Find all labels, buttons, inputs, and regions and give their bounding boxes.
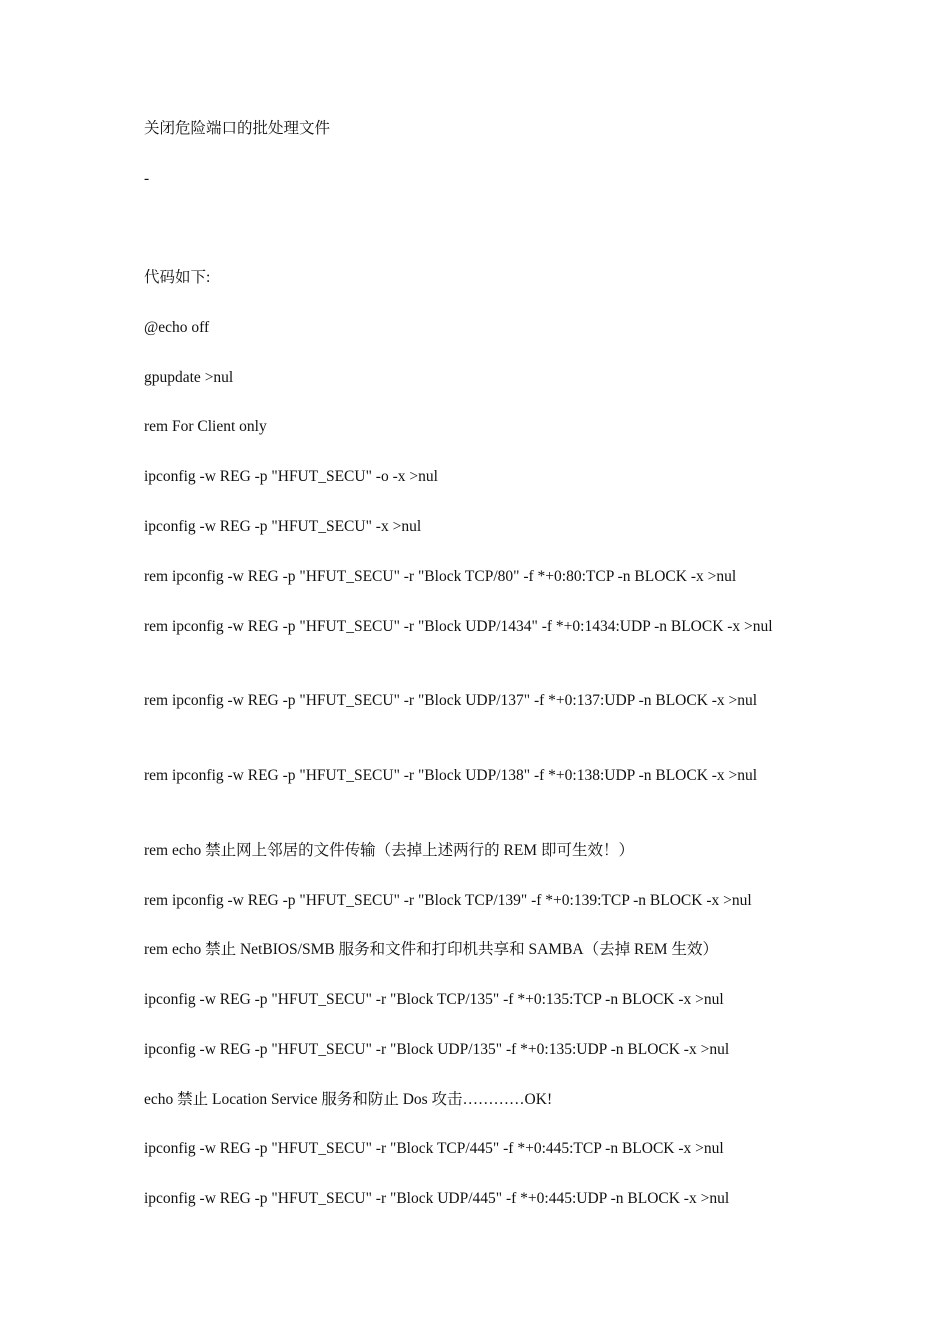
code-line: @echo off [144,319,210,336]
code-line: rem ipconfig -w REG -p "HFUT_SECU" -r "Block UDP/1434" -f *+0:1434:UDP -n BLOCK -x >nul [144,618,773,635]
document-title: 关闭危险端口的批处理文件 [144,120,331,137]
code-line: rem ipconfig -w REG -p "HFUT_SECU" -r "Block UDP/138" -f *+0:138:UDP -n BLOCK -x >nul [144,767,758,784]
code-line: ipconfig -w REG -p "HFUT_SECU" -r "Block UDP/135" -f *+0:135:UDP -n BLOCK -x >nul [144,1041,730,1058]
code-line: rem ipconfig -w REG -p "HFUT_SECU" -r "Block TCP/139" -f *+0:139:TCP -n BLOCK -x >nul [144,892,752,909]
code-line: echo 禁止 Location Service 服务和防止 Dos 攻击…………OK! [144,1091,553,1108]
code-line: gpupdate >nul [144,369,234,386]
intro-text: 代码如下: [144,269,211,286]
separator: - [144,170,150,187]
code-line: rem ipconfig -w REG -p "HFUT_SECU" -r "Block TCP/80" -f *+0:80:TCP -n BLOCK -x >nul [144,568,737,585]
code-line: ipconfig -w REG -p "HFUT_SECU" -r "Block TCP/445" -f *+0:445:TCP -n BLOCK -x >nul [144,1140,724,1157]
code-line: rem echo 禁止网上邻居的文件传输（去掉上述两行的 REM 即可生效！） [144,842,634,859]
code-line: ipconfig -w REG -p "HFUT_SECU" -r "Block UDP/445" -f *+0:445:UDP -n BLOCK -x >nul [144,1190,730,1207]
code-line: rem For Client only [144,418,267,435]
code-line: ipconfig -w REG -p "HFUT_SECU" -x >nul [144,518,422,535]
code-line: ipconfig -w REG -p "HFUT_SECU" -r "Block TCP/135" -f *+0:135:TCP -n BLOCK -x >nul [144,991,724,1008]
code-line: rem echo 禁止 NetBIOS/SMB 服务和文件和打印机共享和 SAMBA（去掉 REM 生效） [144,941,718,958]
code-line: ipconfig -w REG -p "HFUT_SECU" -o -x >nul [144,468,438,485]
code-line: rem ipconfig -w REG -p "HFUT_SECU" -r "Block UDP/137" -f *+0:137:UDP -n BLOCK -x >nul [144,692,758,709]
